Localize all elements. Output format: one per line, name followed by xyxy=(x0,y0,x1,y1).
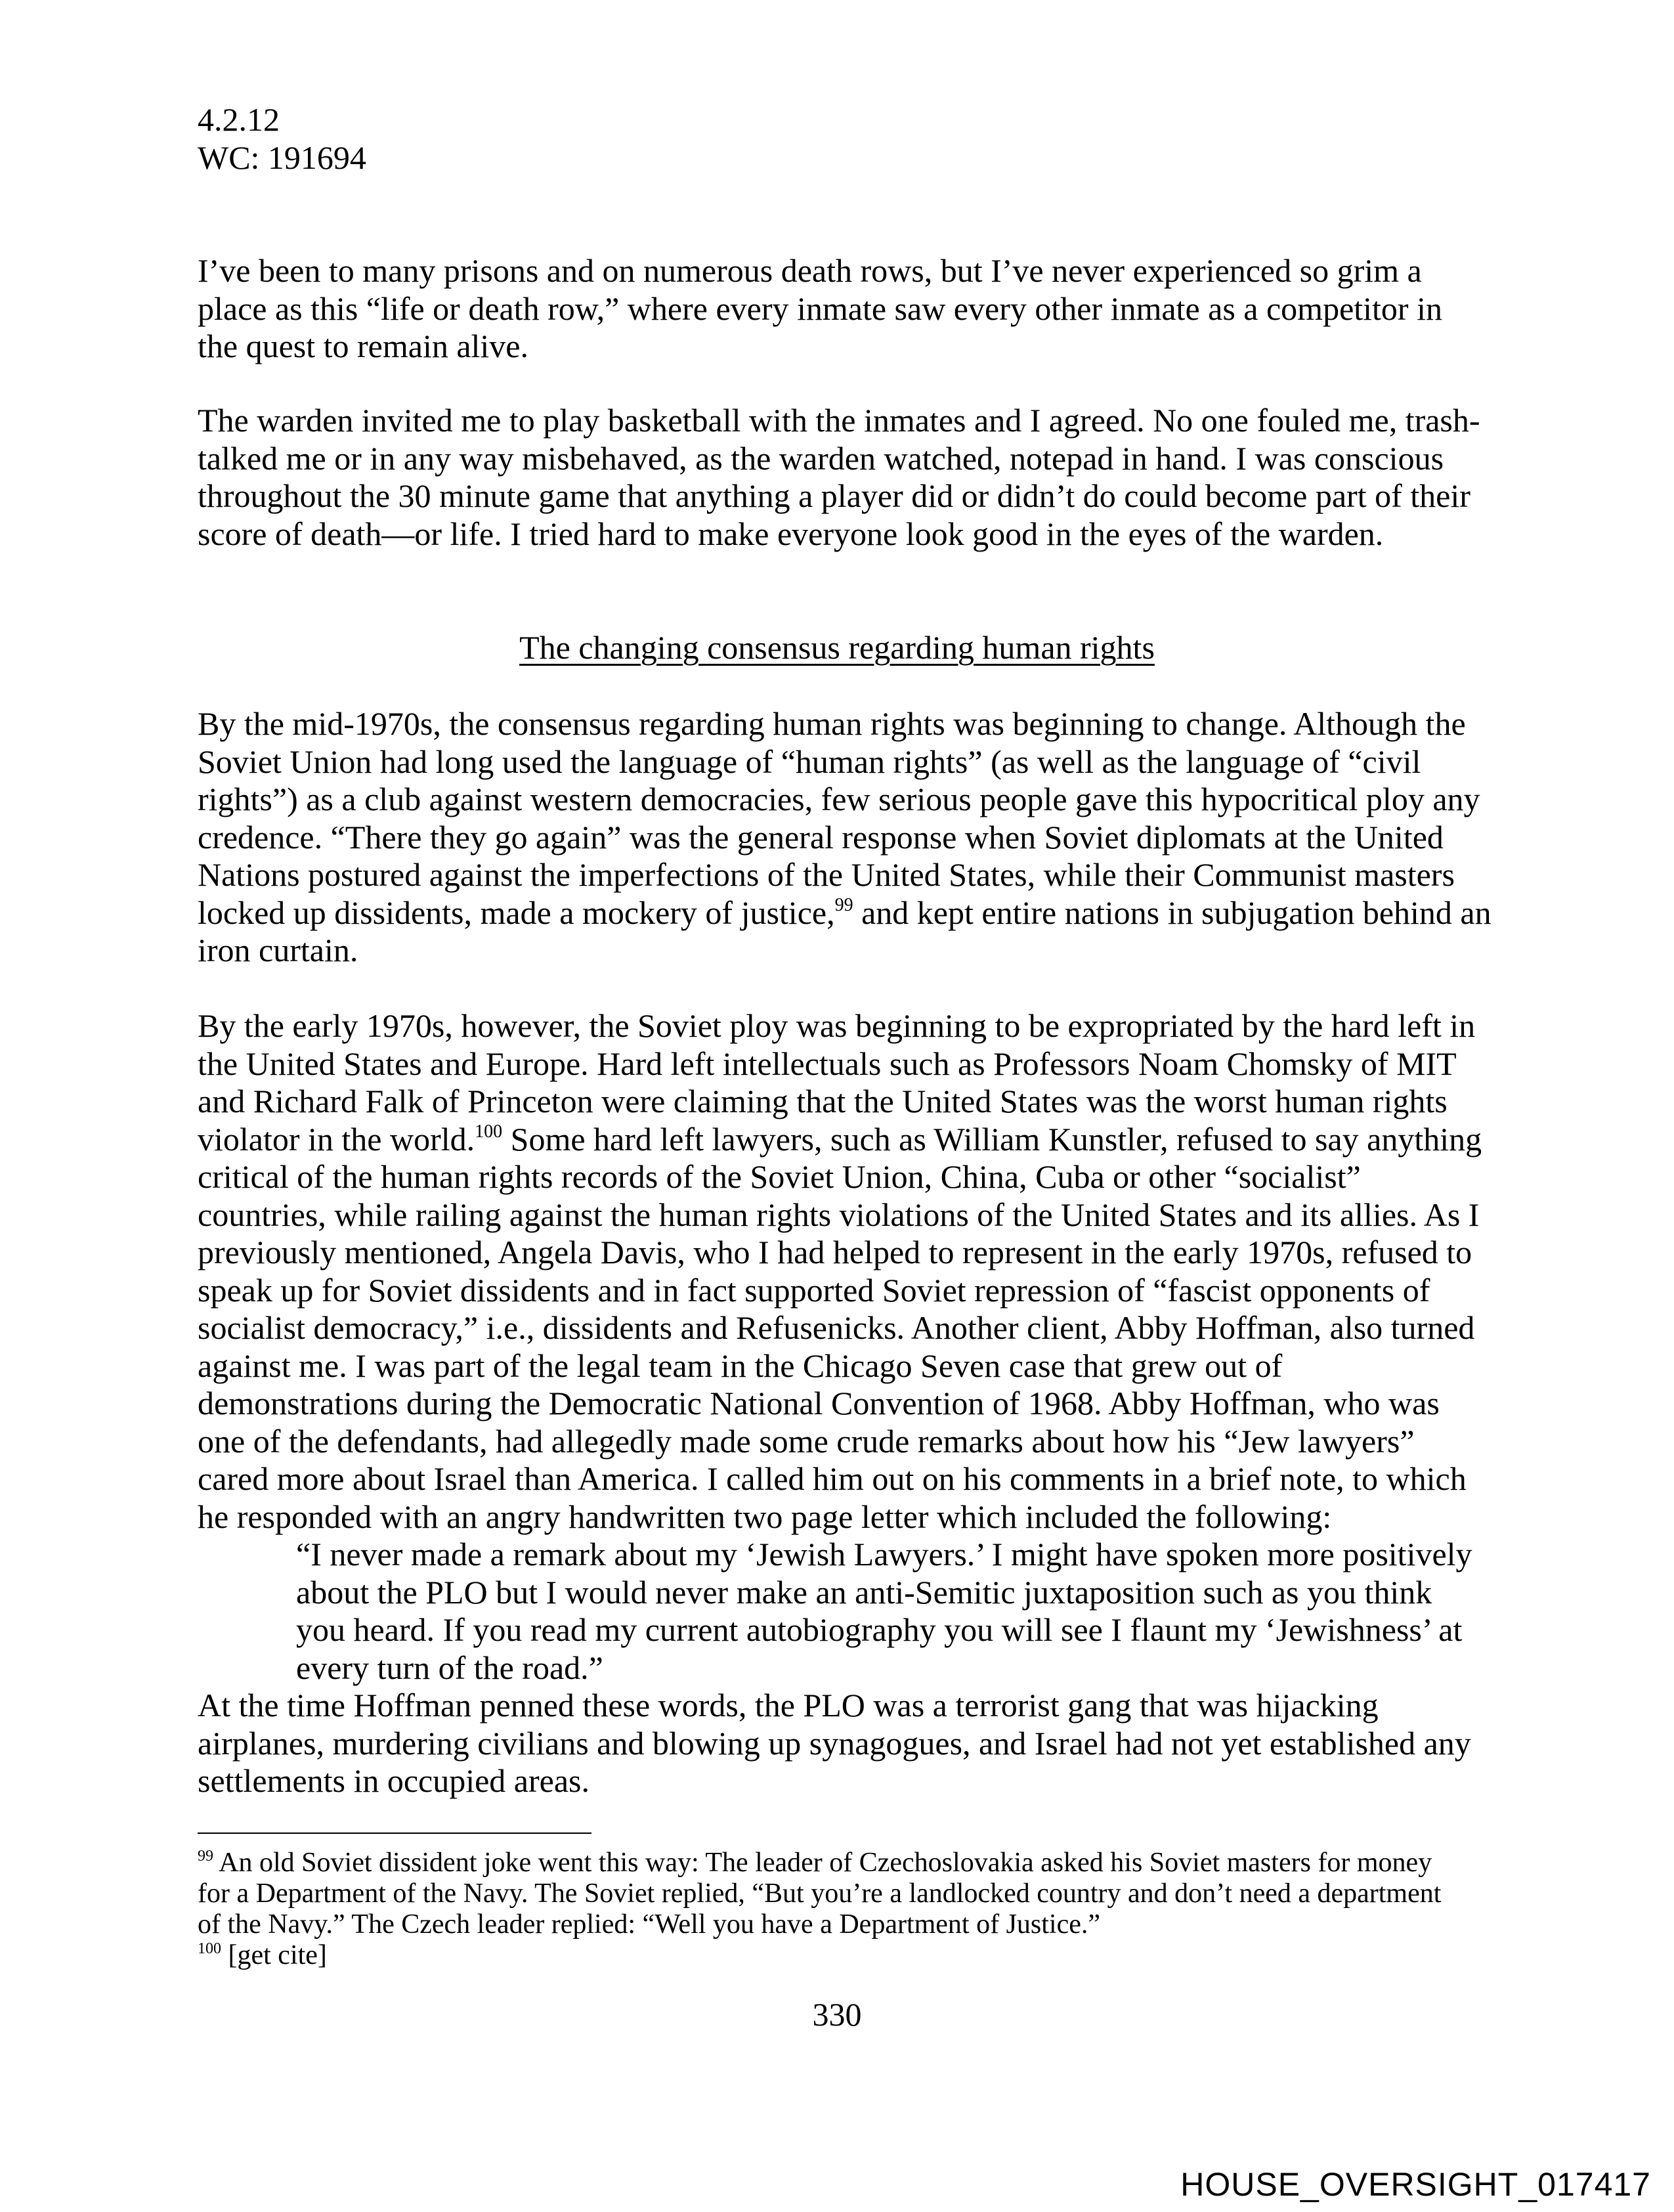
text-line: demonstrations during the Democratic National Convention of 1968. Abby Hoffman, who was xyxy=(198,1385,1440,1421)
footnote-number: 100 xyxy=(198,1940,221,1957)
section-heading-text: The changing consensus regarding human rights xyxy=(519,629,1155,666)
text-line: Nations postured against the imperfections of the United States, while their Communist masters xyxy=(198,856,1455,893)
block-quote-line: about the PLO but I would never make an anti-Semitic juxtaposition such as you think xyxy=(296,1573,1432,1611)
footnote-separator xyxy=(198,1832,591,1834)
text-segment: and kept entire nations in subjugation behind an xyxy=(853,894,1492,931)
text-line: he responded with an angry handwritten two page letter which included the following: xyxy=(198,1498,1332,1535)
footnote-text: [get cite] xyxy=(221,1940,327,1970)
text-line: iron curtain. xyxy=(198,932,358,968)
block-quote-line: you heard. If you read my current autobiography you will see I flaunt my ‘Jewishness’ at xyxy=(296,1611,1463,1648)
text-segment: Some hard left lawyers, such as William Kunstler, refused to say anything xyxy=(502,1120,1482,1158)
text-segment: violator in the world. xyxy=(198,1120,475,1158)
text-line: I’ve been to many prisons and on numerous death rows, but I’ve never experienced so grim a xyxy=(198,252,1422,289)
text-line: critical of the human rights records of the Soviet Union, China, Cuba or other “socialist” xyxy=(198,1158,1361,1195)
paragraph-3 xyxy=(198,705,1492,970)
text-line: previously mentioned, Angela Davis, who I had helped to represent in the early 1970s, refused to xyxy=(198,1234,1472,1270)
text-line xyxy=(198,894,1492,932)
text-line: talked me or in any way misbehaved, as the warden watched, notepad in hand. I was conscious xyxy=(198,439,1444,477)
section-heading xyxy=(0,629,1674,667)
footnotes xyxy=(198,1848,1441,1971)
text-line: place as this “life or death row,” where every inmate saw every other inmate as a competitor in xyxy=(198,290,1442,327)
text-line: credence. “There they go again” was the general response when Soviet diplomats at the United xyxy=(198,818,1444,856)
paragraph-4 xyxy=(198,1007,1482,1800)
block-quote-line: every turn of the road.” xyxy=(296,1649,603,1686)
footnote-99 xyxy=(198,1848,1441,1878)
footnote-text: An old Soviet dissident joke went this way: The leader of Czechoslovakia asked his Soviet masters for money xyxy=(213,1848,1432,1878)
text-line: cared more about Israel than America. I called him out on his comments in a brief note, to which xyxy=(198,1460,1467,1497)
page-number: 330 xyxy=(812,1996,862,2033)
footnote-text: of the Navy.” The Czech leader replied: “Well you have a Department of Justice.” xyxy=(198,1909,1101,1940)
footnote-text: for a Department of the Navy. The Soviet replied, “But you’re a landlocked country and don’t need a department xyxy=(198,1878,1442,1909)
bates-stamp: HOUSE_OVERSIGHT_017417 xyxy=(1180,2166,1651,2203)
text-line: rights”) as a club against western democracies, few serious people gave this hypocritical ploy any xyxy=(198,781,1480,817)
paragraph-1 xyxy=(198,252,1442,366)
word-count: WC: 191694 xyxy=(198,139,366,176)
text-line: against me. I was part of the legal team in the Chicago Seven case that grew out of xyxy=(198,1347,1283,1384)
footnote-100 xyxy=(198,1940,1441,1971)
text-line: airplanes, murdering civilians and blowing up synagogues, and Israel had not yet established any xyxy=(198,1724,1471,1762)
text-line xyxy=(198,1121,1482,1159)
text-line: and Richard Falk of Princeton were claiming that the United States was the worst human rights xyxy=(198,1083,1448,1119)
block-quote-line: “I never made a remark about my ‘Jewish Lawyers.’ I might have spoken more positively xyxy=(296,1536,1472,1572)
footnote-ref-100[interactable]: 100 xyxy=(475,1121,503,1142)
text-line: speak up for Soviet dissidents and in fact supported Soviet repression of “fascist opponents of xyxy=(198,1271,1430,1309)
text-line: Soviet Union had long used the language of “human rights” (as well as the language of “civil xyxy=(198,743,1421,780)
text-line: the quest to remain alive. xyxy=(198,328,529,364)
text-line: At the time Hoffman penned these words, the PLO was a terrorist gang that was hijacking xyxy=(198,1687,1379,1724)
text-line: score of death—or life. I tried hard to make everyone look good in the eyes of the warden. xyxy=(198,515,1384,552)
text-line: socialist democracy,” i.e., dissidents and Refusenicks. Another client, Abby Hoffman, also turned xyxy=(198,1309,1475,1346)
text-line: The warden invited me to play basketball with the inmates and I agreed. No one fouled me, trash- xyxy=(198,402,1480,439)
text-line: throughout the 30 minute game that anything a player did or didn’t do could become part of their xyxy=(198,477,1470,514)
draft-date: 4.2.12 xyxy=(198,101,280,138)
text-segment: locked up dissidents, made a mockery of justice, xyxy=(198,894,835,931)
text-line: one of the defendants, had allegedly made some crude remarks about how his “Jew lawyers” xyxy=(198,1422,1415,1460)
text-line: By the mid-1970s, the consensus regarding human rights was beginning to change. Although the xyxy=(198,705,1466,742)
footnote-number: 99 xyxy=(198,1848,213,1865)
text-line: the United States and Europe. Hard left intellectuals such as Professors Noam Chomsky of MIT xyxy=(198,1045,1457,1082)
text-line: settlements in occupied areas. xyxy=(198,1762,590,1799)
footnote-ref-99[interactable]: 99 xyxy=(834,894,853,915)
text-line: countries, while railing against the human rights violations of the United States and its allies. As I xyxy=(198,1196,1480,1233)
document-header xyxy=(198,101,366,177)
paragraph-2 xyxy=(198,402,1480,553)
text-line: By the early 1970s, however, the Soviet ploy was beginning to be expropriated by the hard left in xyxy=(198,1007,1476,1044)
